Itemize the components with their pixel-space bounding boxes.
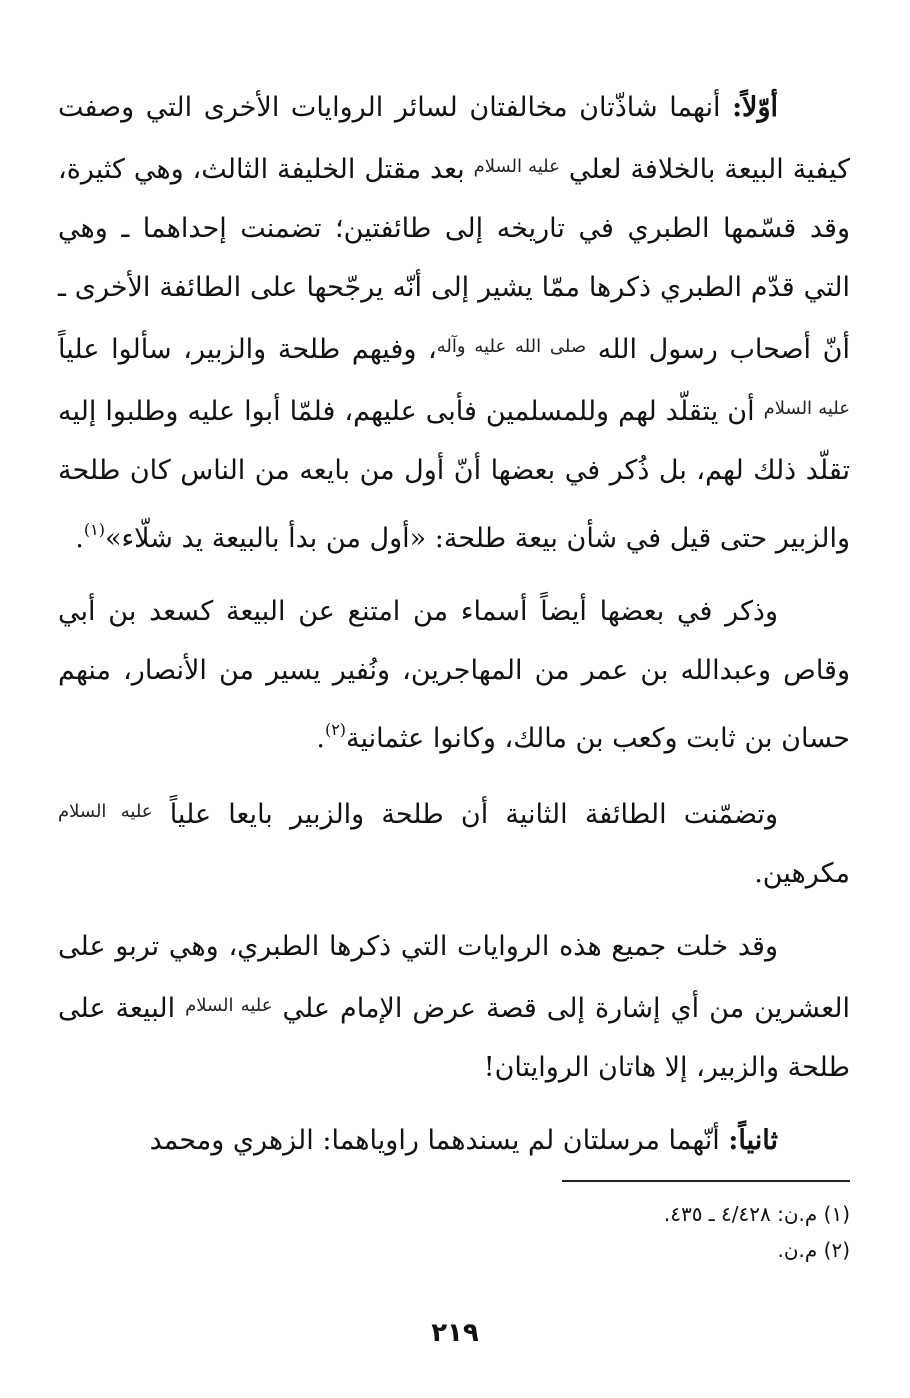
honorific-ligature: عليه السلام <box>58 801 153 822</box>
paragraph-spacer <box>58 768 850 782</box>
paragraph-first-point <box>58 78 850 568</box>
honorific-ligature: عليه السلام <box>473 156 560 177</box>
paragraph-text: وتضمّنت الطائفة الثانية أن طلحة والزبير بايعا علياً <box>152 799 778 830</box>
footnotes <box>350 1196 850 1268</box>
paragraph-text: وذكر في بعضها أيضاً أسماء من امتنع عن البيعة كسعد بن أبي وقاص وعبدالله بن عمر من المهاجرين، ونُفير يسير من الأنصار، منهم حسان بن ثابت وكعب بن مالك، وكانوا عثمانية <box>58 596 850 754</box>
paragraph-text: وقد خلت جميع هذه الروايات التي ذكرها الطبري، وهي تربو على العشرين من أي إشارة إلى قصة عرض الإمام علي <box>58 931 850 1024</box>
footnote-1: (١) م.ن: ٤/٤٢٨ ـ ٤٣٥. <box>663 1202 850 1226</box>
paragraph-spacer <box>58 903 850 917</box>
page-body <box>58 78 850 1170</box>
paragraph-text: ، وفيهم طلحة والزبير، سألوا علياً <box>58 334 437 365</box>
honorific-ligature: عليه السلام <box>185 995 273 1016</box>
footnote-2: (٢) م.ن. <box>777 1238 850 1262</box>
paragraph-narrations <box>58 917 850 1097</box>
paragraph-spacer <box>58 1097 850 1111</box>
paragraph-text: بعد مقتل الخليفة الثالث، وهي كثيرة، وقد قسّمها الطبري في تاريخه إلى طائفتين؛ تضمنت إحداهما ـ وهي التي قدّم الطبري ذكرها ممّا يشير إلى أنّه يرجّحها على الطائفة الأخرى ـ أنّ أصحاب رسول الله <box>58 154 850 365</box>
paragraph-second-point <box>58 1111 850 1170</box>
paragraph-text: أن يتقلّد لهم وللمسلمين فأبى عليهم، فلمّا أبوا عليه وطلبوا إليه تقلّد ذلك لهم، بل ذُكر في بعضها أنّ أول من بايعه من الناس كان طلحة والزبير حتى قيل في شأن بيعة طلحة: «أول من بدأ بالبيعة يد شلّاء» <box>58 396 850 554</box>
point-heading-second: ثانياً: <box>728 1125 778 1156</box>
paragraph-text: البيعة على طلحة والزبير، إلا هاتان الروايتان! <box>58 993 850 1083</box>
footnote-separator <box>562 1180 850 1182</box>
paragraph-second-group <box>58 782 850 903</box>
paragraph-abstainers <box>58 582 850 768</box>
paragraph-text: أنّهما مرسلتان لم يسندهما راوياهما: الزهري ومحمد <box>149 1125 729 1156</box>
paragraph-text: . <box>75 523 84 554</box>
honorific-ligature: صلى الله عليه وآله <box>436 336 587 357</box>
paragraph-text: أنهما شاذّتان مخالفتان لسائر الروايات الأخرى التي وصفت كيفية البيعة بالخلافة لعلي <box>58 92 850 185</box>
honorific-ligature: عليه السلام <box>763 398 851 419</box>
footnote-reference: (١) <box>83 520 105 539</box>
footnote-reference: (٢) <box>324 720 347 739</box>
point-heading-first: أوّلاً: <box>732 92 778 123</box>
page-number: ٢١٩ <box>431 1318 479 1348</box>
paragraph-text: . <box>316 723 325 754</box>
paragraph-text: مكرهين. <box>754 858 850 889</box>
paragraph-spacer <box>58 568 850 582</box>
